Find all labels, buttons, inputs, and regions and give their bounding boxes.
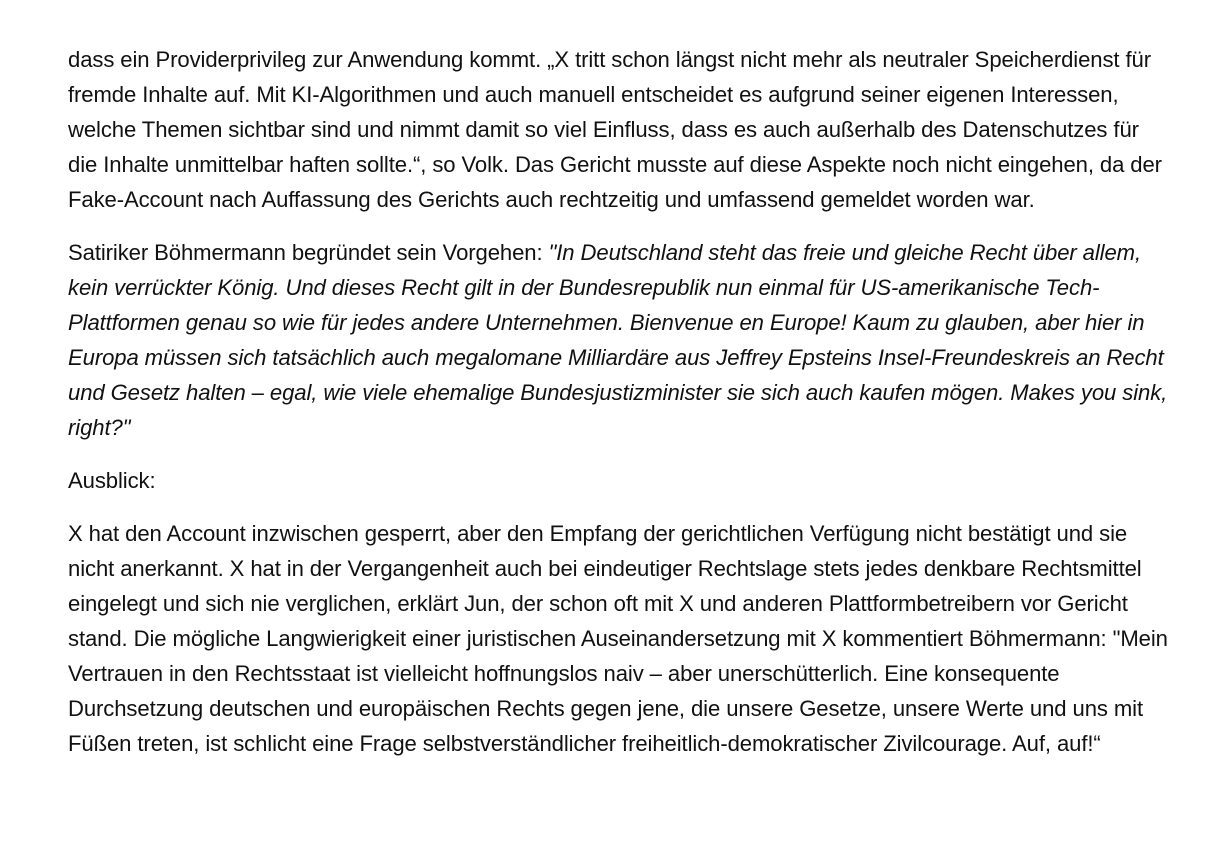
- section-heading-ausblick: Ausblick:: [68, 468, 156, 493]
- paragraph-outlook: X hat den Account inzwischen gesperrt, aber den Empfang der gerichtlichen Verfügung nicht bestätigt und sie nicht anerkannt. X hat in der Vergangenheit auch bei eindeutiger Rechtslage stets jedes denkbare Rechtsmittel eingelegt und sich nie verglichen, erklärt Jun, der schon oft mit X und anderen Plattformbetreibern vor Gericht stand. Die mögliche Langwierigkeit einer juristischen Auseinandersetzung mit X kommentiert Böhmermann: "Mein Vertrauen in den Rechtsstaat ist vielleicht hoffnungslos naiv – aber unerschütterlich. Eine konsequente Durchsetzung deutschen und europäischen Rechts gegen jene, die unsere Gesetze, unsere Werte und uns mit Füßen treten, ist schlicht eine Frage selbstverständlicher freiheitlich-demokratischer Zivilcourage. Auf, auf!“: [68, 521, 1168, 756]
- paragraph-boehmermann-statement: [68, 235, 1172, 445]
- statement-intro: Satiriker Böhmermann begründet sein Vorgehen:: [68, 240, 549, 265]
- statement-quote: "In Deutschland steht das freie und gleiche Recht über allem, kein verrückter König. Und dieses Recht gilt in der Bundesrepublik nun einmal für US-amerikanische Tech-Plattformen genau so wie für jedes andere Unternehmen. Bienvenue en Europe! Kaum zu glauben, aber hier in Europa müssen sich tatsächlich auch megalomane Milliardäre aus Jeffrey Epsteins Insel-Freundeskreis an Recht und Gesetz halten – egal, wie viele ehemalige Bundesjustizminister sie sich auch kaufen mögen. Makes you sink, right?": [68, 240, 1168, 440]
- document-body: [68, 42, 1172, 761]
- paragraph-provider-privilege: dass ein Providerprivileg zur Anwendung kommt. „X tritt schon längst nicht mehr als neutraler Speicherdienst für fremde Inhalte auf. Mit KI-Algorithmen und auch manuell entscheidet es aufgrund seiner eigenen Interessen, welche Themen sichtbar sind und nimmt damit so viel Einfluss, dass es auch außerhalb des Datenschutzes für die Inhalte unmittelbar haften sollte.“, so Volk. Das Gericht musste auf diese Aspekte noch nicht eingehen, da der Fake-Account nach Auffassung des Gerichts auch rechtzeitig und umfassend gemeldet worden war.: [68, 47, 1162, 212]
